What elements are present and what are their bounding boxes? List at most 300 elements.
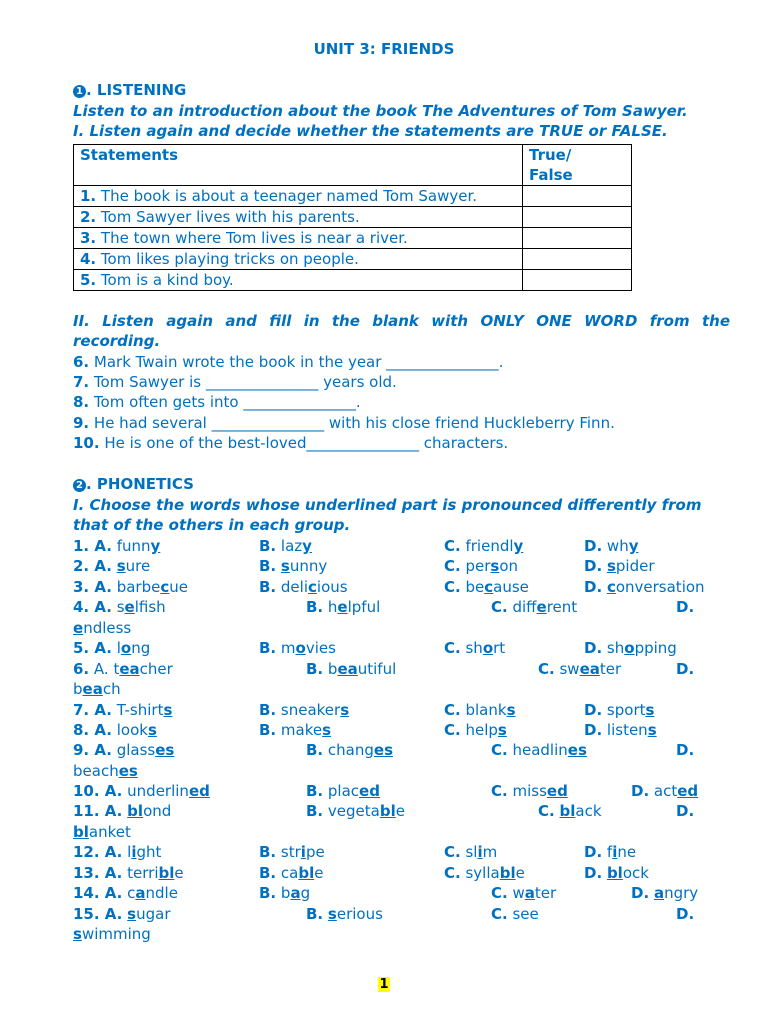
word-part: rt xyxy=(493,639,506,657)
option-d[interactable] xyxy=(584,842,636,862)
underlined-letters: i xyxy=(131,843,137,861)
option-label: C. xyxy=(444,721,461,739)
option-d-label[interactable]: D. xyxy=(676,598,695,616)
option-b[interactable] xyxy=(259,700,349,720)
underlined-letters: a xyxy=(290,884,301,902)
option-word xyxy=(602,864,649,882)
item-number: 8. xyxy=(73,393,90,411)
answer-cell[interactable] xyxy=(523,270,632,291)
option-label: D. xyxy=(631,782,650,800)
answer-cell[interactable] xyxy=(523,228,632,249)
statement-text: Tom likes playing tricks on people. xyxy=(96,250,359,268)
word-part: b xyxy=(73,680,83,698)
underlined-letters: s xyxy=(490,557,500,575)
option-d[interactable] xyxy=(631,883,698,903)
word-part: plac xyxy=(323,782,360,800)
word-part: b xyxy=(276,884,291,902)
word-part: h xyxy=(323,598,338,616)
option-label: C. xyxy=(491,741,508,759)
option-label: B. xyxy=(306,782,324,800)
option-word xyxy=(508,884,556,902)
word-part: sl xyxy=(460,843,478,861)
word-part: w xyxy=(507,884,525,902)
underlined-letters: s xyxy=(606,557,616,575)
option-label: C. xyxy=(444,557,461,575)
underlined-letters: s xyxy=(127,905,137,923)
word-part: lpful xyxy=(347,598,381,616)
word-part: ng xyxy=(131,639,151,657)
word-part: pping xyxy=(634,639,677,657)
option-c[interactable] xyxy=(444,842,497,862)
option-c[interactable] xyxy=(491,781,568,801)
option-word xyxy=(323,660,396,678)
option-b[interactable] xyxy=(306,904,383,924)
option-word xyxy=(508,905,539,923)
word-part: ack xyxy=(575,802,602,820)
option-b[interactable] xyxy=(259,638,336,658)
table-header-row xyxy=(74,145,632,186)
option-label: B. xyxy=(306,802,324,820)
option-d[interactable] xyxy=(584,863,649,883)
option-word xyxy=(461,843,498,861)
option-c[interactable] xyxy=(444,700,516,720)
option-d-label[interactable]: D. xyxy=(676,660,695,678)
underlined-letters: s xyxy=(497,721,507,739)
option-b[interactable] xyxy=(306,740,393,760)
word-part: wimming xyxy=(81,925,151,943)
underlined-letters: es xyxy=(373,741,393,759)
question-3-option-a[interactable] xyxy=(73,577,188,597)
word-part: ious xyxy=(316,578,348,596)
word-part: g xyxy=(300,884,311,902)
word-part: see xyxy=(507,905,539,923)
word-part: vegeta xyxy=(323,802,380,820)
underlined-letters: a xyxy=(653,884,665,902)
option-label: D. xyxy=(584,721,603,739)
underlined-letters: o xyxy=(120,639,132,657)
true-header-label: True/ xyxy=(529,146,572,164)
option-word xyxy=(323,741,393,759)
underlined-letters: s xyxy=(147,721,157,739)
word-part: rent xyxy=(546,598,578,616)
option-label: C. xyxy=(444,843,461,861)
option-b[interactable] xyxy=(306,597,380,617)
option-label: C. xyxy=(491,782,508,800)
statement-text: Tom is a kind boy. xyxy=(96,271,234,289)
option-word xyxy=(461,864,525,882)
underlined-letters: o xyxy=(295,639,306,657)
underlined-letters: c xyxy=(606,578,616,596)
underlined-letters: e xyxy=(124,598,135,616)
underlined-letters: e xyxy=(73,619,84,637)
underlined-letters: ea xyxy=(119,660,140,678)
word-part: onversation xyxy=(615,578,705,596)
word-part: ne xyxy=(617,843,637,861)
option-label: B. xyxy=(259,537,277,555)
option-label: C. xyxy=(538,802,555,820)
option-label: B. xyxy=(259,721,277,739)
word-part: ause xyxy=(493,578,529,596)
option-d[interactable] xyxy=(631,781,698,801)
question-number: 3. A. xyxy=(73,578,112,596)
question-14-option-a[interactable] xyxy=(73,883,178,903)
option-d[interactable] xyxy=(73,679,121,699)
word-part: e xyxy=(515,864,525,882)
option-c[interactable] xyxy=(444,556,518,576)
statement-number: 2. xyxy=(80,208,97,226)
question-13-option-a[interactable] xyxy=(73,863,184,883)
word-part: act xyxy=(649,782,678,800)
option-word xyxy=(602,557,654,575)
option-b[interactable] xyxy=(259,536,312,556)
word-part: blank xyxy=(460,701,507,719)
underlined-letters: s xyxy=(327,905,337,923)
option-d[interactable] xyxy=(73,761,138,781)
option-b[interactable] xyxy=(259,863,323,883)
question-9-option-a[interactable] xyxy=(73,740,174,760)
item-text: Tom often gets into _______________. xyxy=(89,393,361,411)
underlined-letters: s xyxy=(163,701,173,719)
underlined-letters: i xyxy=(300,843,306,861)
option-c[interactable] xyxy=(444,536,523,556)
option-word xyxy=(276,701,349,719)
option-label: B. xyxy=(306,741,324,759)
option-label: C. xyxy=(491,598,508,616)
word-part: ond xyxy=(143,802,172,820)
option-word xyxy=(649,884,698,902)
option-word xyxy=(112,537,160,555)
option-c[interactable] xyxy=(491,597,577,617)
option-d[interactable] xyxy=(73,618,131,638)
word-part: e xyxy=(174,864,184,882)
word-part: barbe xyxy=(111,578,161,596)
option-word xyxy=(122,843,161,861)
option-word xyxy=(323,802,405,820)
option-label: B. xyxy=(259,639,277,657)
option-label: B. xyxy=(259,578,277,596)
option-word xyxy=(73,680,121,698)
option-c[interactable] xyxy=(491,904,539,924)
question-1-option-a[interactable] xyxy=(73,536,160,556)
question-7-option-a[interactable] xyxy=(73,700,172,720)
question-10-option-a[interactable] xyxy=(73,781,210,801)
option-word xyxy=(276,843,325,861)
option-c[interactable] xyxy=(444,863,525,883)
answer-cell[interactable] xyxy=(523,249,632,270)
question-12-option-a[interactable] xyxy=(73,842,161,862)
option-word xyxy=(112,701,172,719)
question-5-option-a[interactable] xyxy=(73,638,150,658)
underlined-letters: bl xyxy=(298,864,315,882)
option-word xyxy=(73,823,131,841)
question-15-option-a[interactable] xyxy=(73,904,171,924)
underlined-letters: bl xyxy=(606,864,623,882)
option-c[interactable] xyxy=(491,740,587,760)
underlined-letters: a xyxy=(524,884,535,902)
question-number: 14. A. xyxy=(73,884,123,902)
option-word xyxy=(461,701,516,719)
question-number: 12. A. xyxy=(73,843,123,861)
word-part: m xyxy=(482,843,498,861)
word-part: beach xyxy=(73,762,119,780)
word-part: ugar xyxy=(136,905,171,923)
option-d[interactable] xyxy=(584,700,654,720)
option-c[interactable] xyxy=(444,720,507,740)
question-number: 8. A. xyxy=(73,721,112,739)
underlined-letters: bl xyxy=(127,802,144,820)
table-row xyxy=(74,186,632,207)
option-word xyxy=(461,578,529,596)
option-label: B. xyxy=(306,905,324,923)
word-part: ca xyxy=(276,864,299,882)
option-b[interactable] xyxy=(259,720,331,740)
underlined-letters: c xyxy=(160,578,170,596)
underlined-letters: y xyxy=(302,537,312,555)
option-c[interactable] xyxy=(491,883,556,903)
option-label: C. xyxy=(444,578,461,596)
fill-in-item xyxy=(73,392,361,412)
option-word xyxy=(276,884,310,902)
word-part: be xyxy=(460,578,485,596)
phonetics-instruction-cont: that of the others in each group. xyxy=(73,516,351,534)
option-word xyxy=(112,721,157,739)
option-b[interactable] xyxy=(259,842,325,862)
word-part: headlin xyxy=(507,741,568,759)
word-part: m xyxy=(276,639,296,657)
option-word xyxy=(555,660,621,678)
word-part: t xyxy=(108,660,120,678)
underlined-letters: o xyxy=(624,639,635,657)
question-number: 11. A. xyxy=(73,802,123,820)
option-c[interactable] xyxy=(538,659,621,679)
question-number: 9. A. xyxy=(73,741,112,759)
question-number: 13. A. xyxy=(73,864,123,882)
word-part: on xyxy=(499,557,519,575)
option-word xyxy=(602,843,636,861)
option-label: B. xyxy=(259,843,277,861)
option-d[interactable] xyxy=(584,556,654,576)
word-part: laz xyxy=(276,537,303,555)
option-word xyxy=(323,782,380,800)
option-d[interactable] xyxy=(73,924,151,944)
option-b[interactable] xyxy=(259,577,348,597)
option-label: B. xyxy=(306,598,324,616)
word-part: ndless xyxy=(83,619,132,637)
item-number: 7. xyxy=(73,373,90,391)
underlined-letters: ed xyxy=(188,782,210,800)
word-part: deli xyxy=(276,578,308,596)
option-b[interactable] xyxy=(306,801,405,821)
option-label: C. xyxy=(444,701,461,719)
section-number-badge: 1 xyxy=(73,85,86,98)
statement-number: 1. xyxy=(80,187,97,205)
word-part: pider xyxy=(615,557,655,575)
listening-part2-instruction-cont: recording. xyxy=(73,332,161,350)
word-part: sylla xyxy=(460,864,500,882)
option-d[interactable] xyxy=(584,536,638,556)
word-part: ock xyxy=(622,864,649,882)
listening-heading-text: . LISTENING xyxy=(86,81,187,99)
underlined-letters: ea xyxy=(337,660,358,678)
statement-text: The book is about a teenager named Tom Sawyer. xyxy=(96,187,478,205)
underlined-letters: bl xyxy=(379,802,396,820)
option-d[interactable] xyxy=(584,577,705,597)
item-number: 10. xyxy=(73,434,100,452)
word-part: ter xyxy=(534,884,557,902)
option-d[interactable] xyxy=(73,822,131,842)
word-part: look xyxy=(111,721,148,739)
word-part: ndle xyxy=(145,884,178,902)
question-number: 10. A. xyxy=(73,782,123,800)
option-word xyxy=(602,721,656,739)
word-part: T-shirt xyxy=(111,701,164,719)
option-word xyxy=(461,557,518,575)
word-part: e xyxy=(395,802,405,820)
option-label: D. xyxy=(584,843,603,861)
option-b[interactable] xyxy=(306,659,396,679)
word-part: funn xyxy=(111,537,151,555)
option-word xyxy=(276,537,312,555)
word-part: help xyxy=(460,721,498,739)
word-part: e xyxy=(314,864,324,882)
option-word xyxy=(122,884,178,902)
item-number: 9. xyxy=(73,414,90,432)
underlined-letters: c xyxy=(308,578,317,596)
option-word xyxy=(508,782,568,800)
word-part: friendl xyxy=(460,537,514,555)
option-b[interactable] xyxy=(259,883,310,903)
word-part: unny xyxy=(289,557,328,575)
option-label: A. xyxy=(89,660,109,678)
option-d-label[interactable]: D. xyxy=(676,802,695,820)
option-word xyxy=(276,864,323,882)
option-label: C. xyxy=(491,905,508,923)
question-number: 1. A. xyxy=(73,537,112,555)
option-word xyxy=(602,537,638,555)
option-label: C. xyxy=(444,639,461,657)
option-word xyxy=(112,639,150,657)
option-word xyxy=(276,721,331,739)
option-label: B. xyxy=(259,884,277,902)
option-b[interactable] xyxy=(259,556,327,576)
underlined-letters: bl xyxy=(73,823,89,841)
statement-number: 5. xyxy=(80,271,97,289)
word-part: b xyxy=(323,660,338,678)
option-word xyxy=(508,598,577,616)
page-number xyxy=(0,974,768,992)
listening-heading xyxy=(73,80,186,100)
word-part: ngry xyxy=(664,884,699,902)
option-c[interactable] xyxy=(444,638,505,658)
word-part: s xyxy=(111,598,125,616)
underlined-letters: s xyxy=(340,701,350,719)
word-part: make xyxy=(276,721,323,739)
underlined-letters: s xyxy=(506,701,516,719)
option-d-label[interactable]: D. xyxy=(676,905,695,923)
underlined-letters: o xyxy=(482,639,494,657)
question-6-option-a[interactable] xyxy=(73,659,173,679)
page-number-text: 1 xyxy=(379,977,389,992)
option-word xyxy=(461,639,505,657)
option-word xyxy=(73,925,151,943)
underlined-letters: i xyxy=(477,843,483,861)
item-number: 6. xyxy=(73,353,90,371)
underlined-letters: bl xyxy=(499,864,516,882)
question-number: 7. A. xyxy=(73,701,112,719)
listening-part2-instruction: II. Listen again and fill in the blank with ONLY ONE WORD from the xyxy=(73,312,730,330)
word-part: vies xyxy=(305,639,336,657)
phonetics-heading xyxy=(73,474,194,494)
fill-in-item xyxy=(73,433,508,453)
listening-part1-instruction: I. Listen again and decide whether the statements are TRUE or FALSE. xyxy=(73,122,668,140)
underlined-letters: bl xyxy=(559,802,576,820)
word-part: cher xyxy=(139,660,173,678)
option-word xyxy=(323,905,383,923)
option-d-label[interactable]: D. xyxy=(676,741,695,759)
table-row xyxy=(74,270,632,291)
underlined-letters: ea xyxy=(579,660,600,678)
word-part: sh xyxy=(460,639,483,657)
word-part: sport xyxy=(602,701,646,719)
question-8-option-a[interactable] xyxy=(73,720,157,740)
option-word xyxy=(112,557,150,575)
option-label: D. xyxy=(584,557,603,575)
statement-text: The town where Tom lives is near a river. xyxy=(96,229,408,247)
answer-cell[interactable] xyxy=(523,186,632,207)
option-label: D. xyxy=(584,864,603,882)
question-2-option-a[interactable] xyxy=(73,556,150,576)
option-b[interactable] xyxy=(306,781,380,801)
word-part: f xyxy=(602,843,613,861)
word-part: underlin xyxy=(122,782,189,800)
option-d[interactable] xyxy=(584,638,677,658)
option-word xyxy=(122,905,170,923)
option-c[interactable] xyxy=(444,577,529,597)
option-label: C. xyxy=(538,660,555,678)
option-label: B. xyxy=(306,660,324,678)
option-label: B. xyxy=(259,864,277,882)
word-part: sw xyxy=(554,660,580,678)
item-text: Mark Twain wrote the book in the year _______________. xyxy=(89,353,504,371)
underlined-letters: y xyxy=(150,537,161,555)
underlined-letters: y xyxy=(628,537,639,555)
word-part: glass xyxy=(111,741,156,759)
word-part: erious xyxy=(336,905,383,923)
option-d[interactable] xyxy=(584,720,657,740)
underlined-letters: bl xyxy=(158,864,175,882)
option-label: D. xyxy=(584,578,603,596)
word-part: terri xyxy=(122,864,159,882)
option-c[interactable] xyxy=(538,801,602,821)
underlined-letters: ed xyxy=(546,782,568,800)
option-word xyxy=(73,762,138,780)
underlined-letters: es xyxy=(567,741,587,759)
option-label: C. xyxy=(444,537,461,555)
question-4-option-a[interactable] xyxy=(73,597,166,617)
answer-cell[interactable] xyxy=(523,207,632,228)
table-row xyxy=(74,207,632,228)
question-number: 2. A. xyxy=(73,557,112,575)
option-label: C. xyxy=(444,864,461,882)
question-11-option-a[interactable] xyxy=(73,801,171,821)
underlined-letters: s xyxy=(645,701,655,719)
word-part: pe xyxy=(305,843,325,861)
section-number-badge: 2 xyxy=(73,479,86,492)
underlined-letters: y xyxy=(513,537,524,555)
option-word xyxy=(112,598,166,616)
option-word xyxy=(461,537,524,555)
option-word xyxy=(122,864,183,882)
